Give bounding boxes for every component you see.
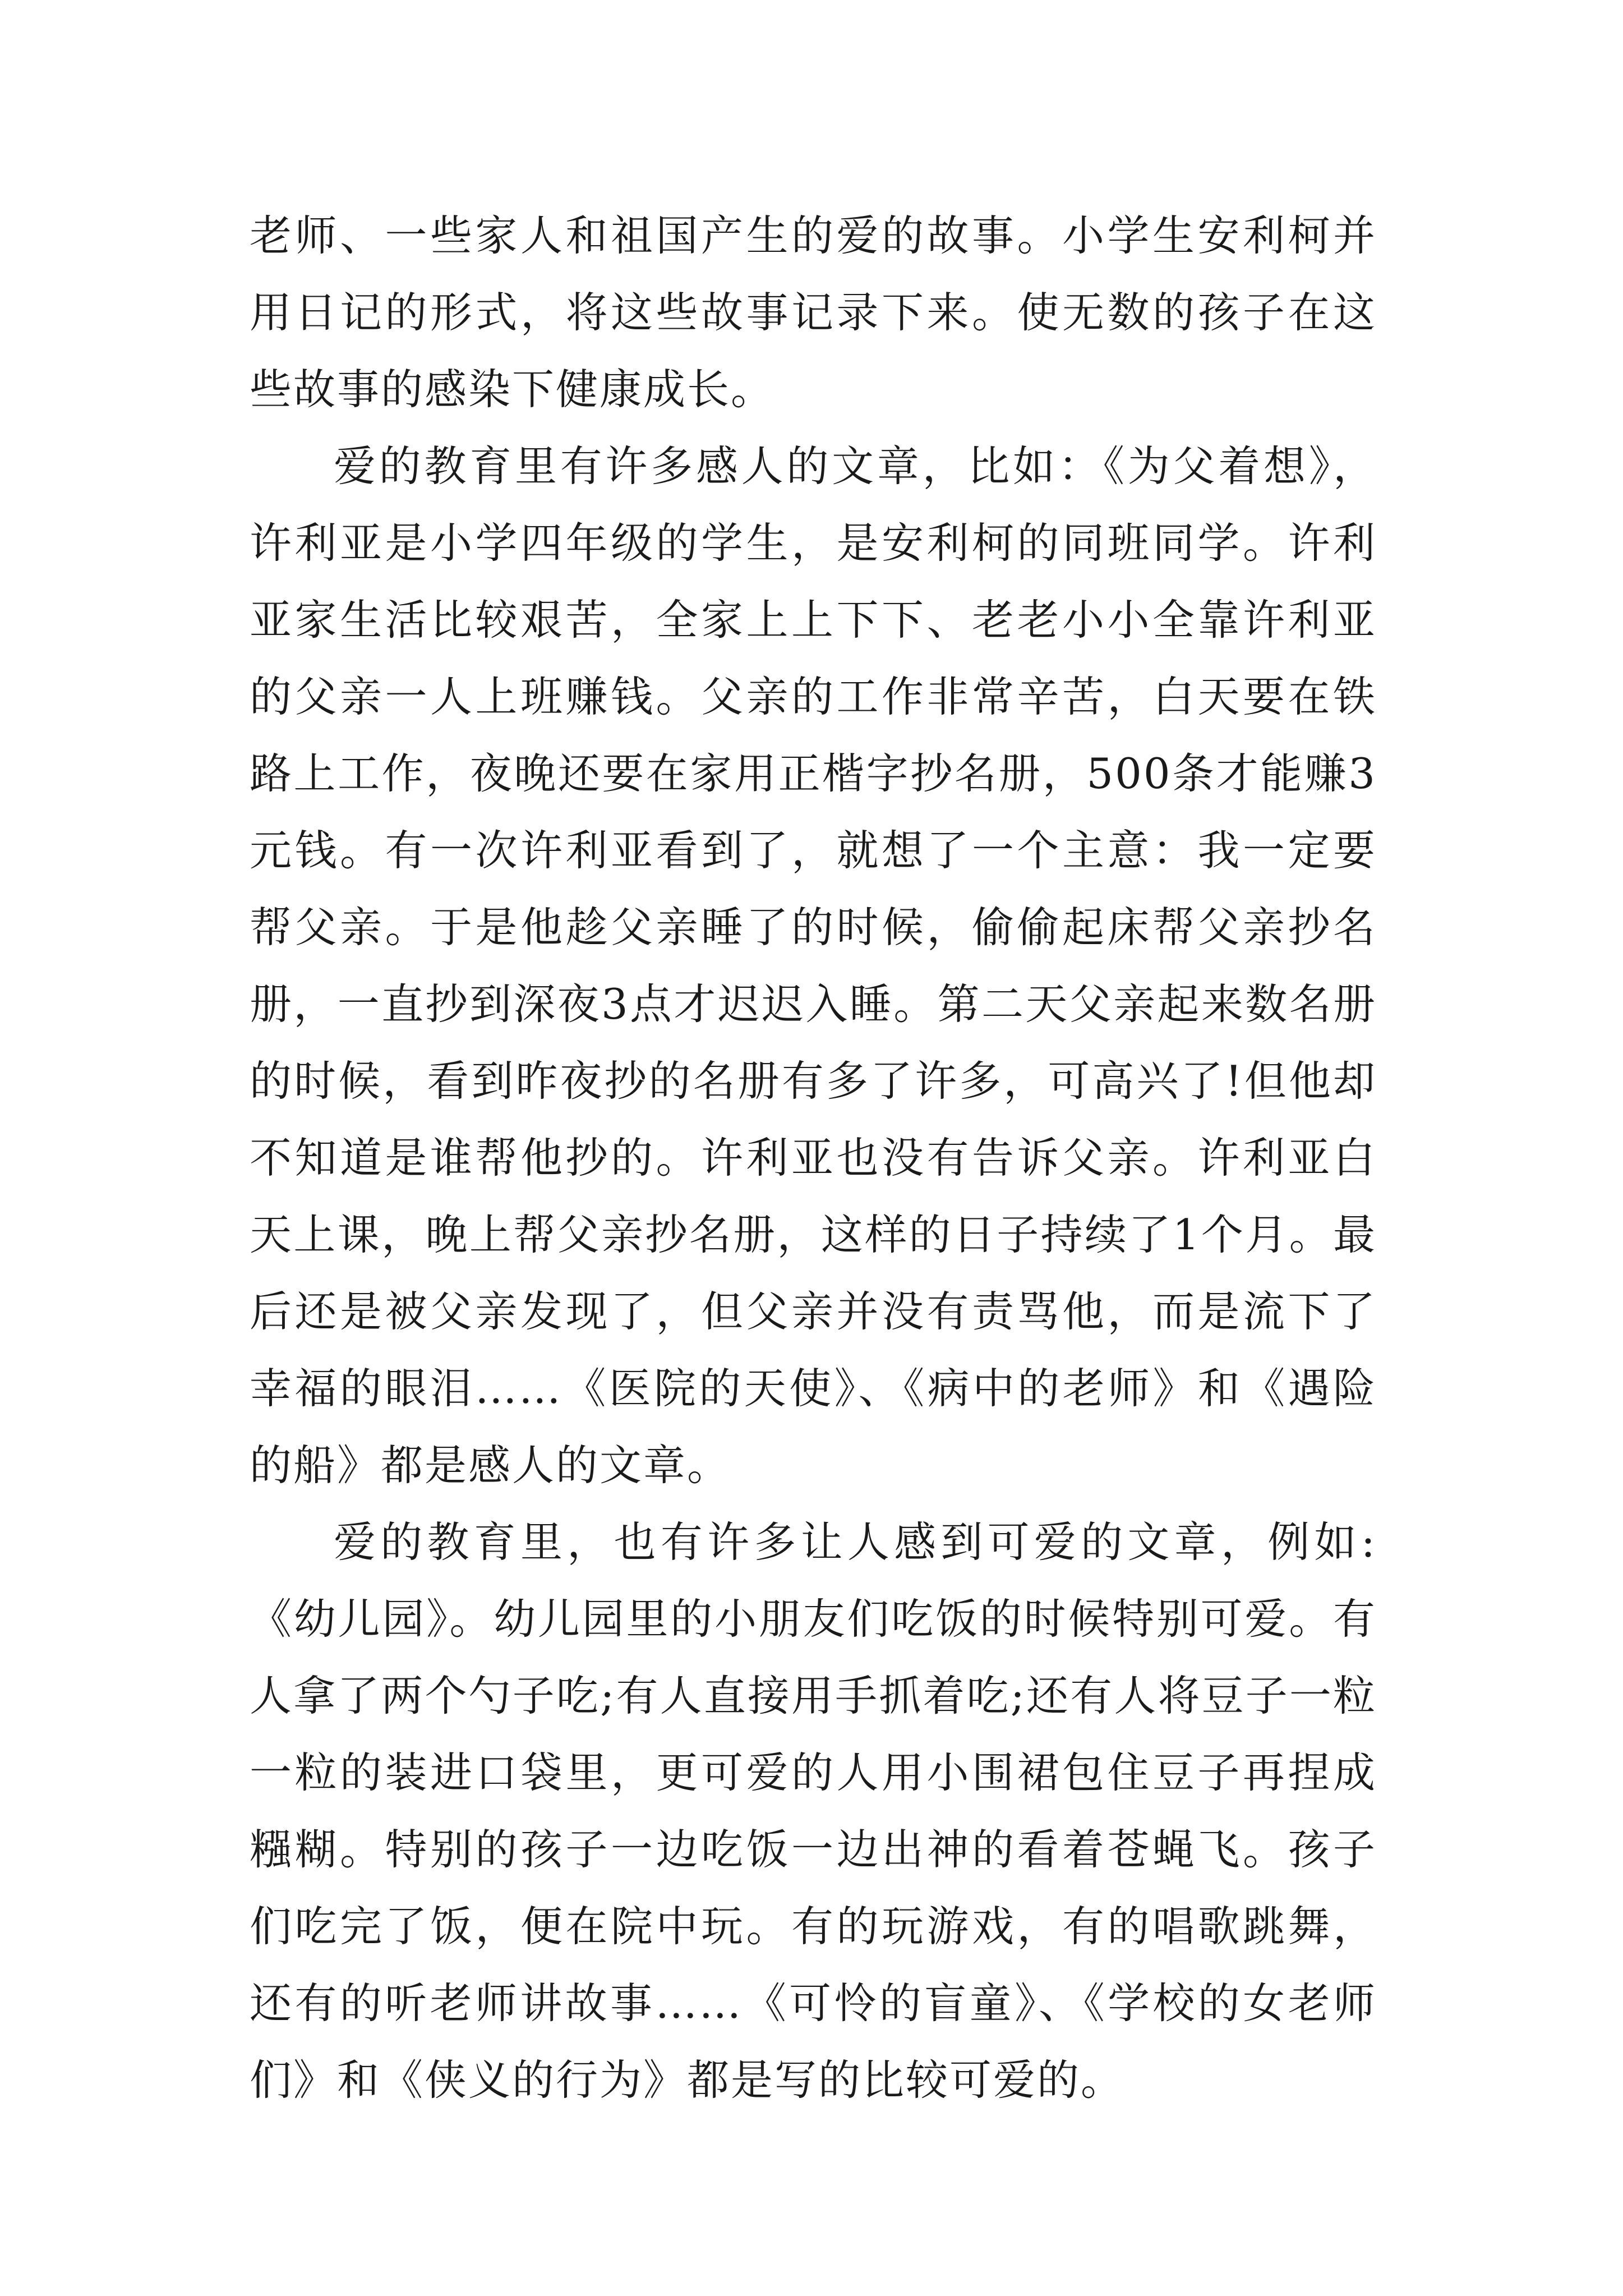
paragraph-1: 老师、一些家人和祖国产生的爱的故事。小学生安利柯并用日记的形式，将这些故事记录下来。使无数的孩子在这些故事的感染下健康成长。	[250, 211, 1377, 414]
paragraph-2: 爱的教育里有许多感人的文章，比如：《为父着想》，许利亚是小学四年级的学生，是安利柯的同班同学。许利亚家生活比较艰苦，全家上上下下、老老小小全靠许利亚的父亲一人上班赚钱。父亲的工作非常辛苦，白天要在铁路上工作，夜晚还要在家用正楷字抄名册，500条才能赚3元钱。有一次许利亚看到了，就想了一个主意：我一定要帮父亲。于是他趁父亲睡了的时候，偷偷起床帮父亲抄名册，一直抄到深夜3点才迟迟入睡。第二天父亲起来数名册的时候，看到昨夜抄的名册有多了许多，可高兴了!但他却不知道是谁帮他抄的。许利亚也没有告诉父亲。许利亚白天上课，晚上帮父亲抄名册，这样的日子持续了1个月。最后还是被父亲发现了，但父亲并没有责骂他，而是流下了幸福的眼泪……《医院的天使》、《病中的老师》和《遇险的船》都是感人的文章。	[250, 441, 1377, 1490]
body-text	[250, 197, 1377, 2119]
paragraph-3: 爱的教育里，也有许多让人感到可爱的文章，例如:《幼儿园》。幼儿园里的小朋友们吃饭的时候特别可爱。有人拿了两个勺子吃;有人直接用手抓着吃;还有人将豆子一粒一粒的装进口袋里，更可爱的人用小围裙包住豆子再捏成糨糊。特别的孩子一边吃饭一边出神的看着苍蝇飞。孩子们吃完了饭，便在院中玩。有的玩游戏，有的唱歌跳舞，还有的听老师讲故事……《可怜的盲童》、《学校的女老师们》和《侠义的行为》都是写的比较可爱的。	[250, 1517, 1377, 2105]
